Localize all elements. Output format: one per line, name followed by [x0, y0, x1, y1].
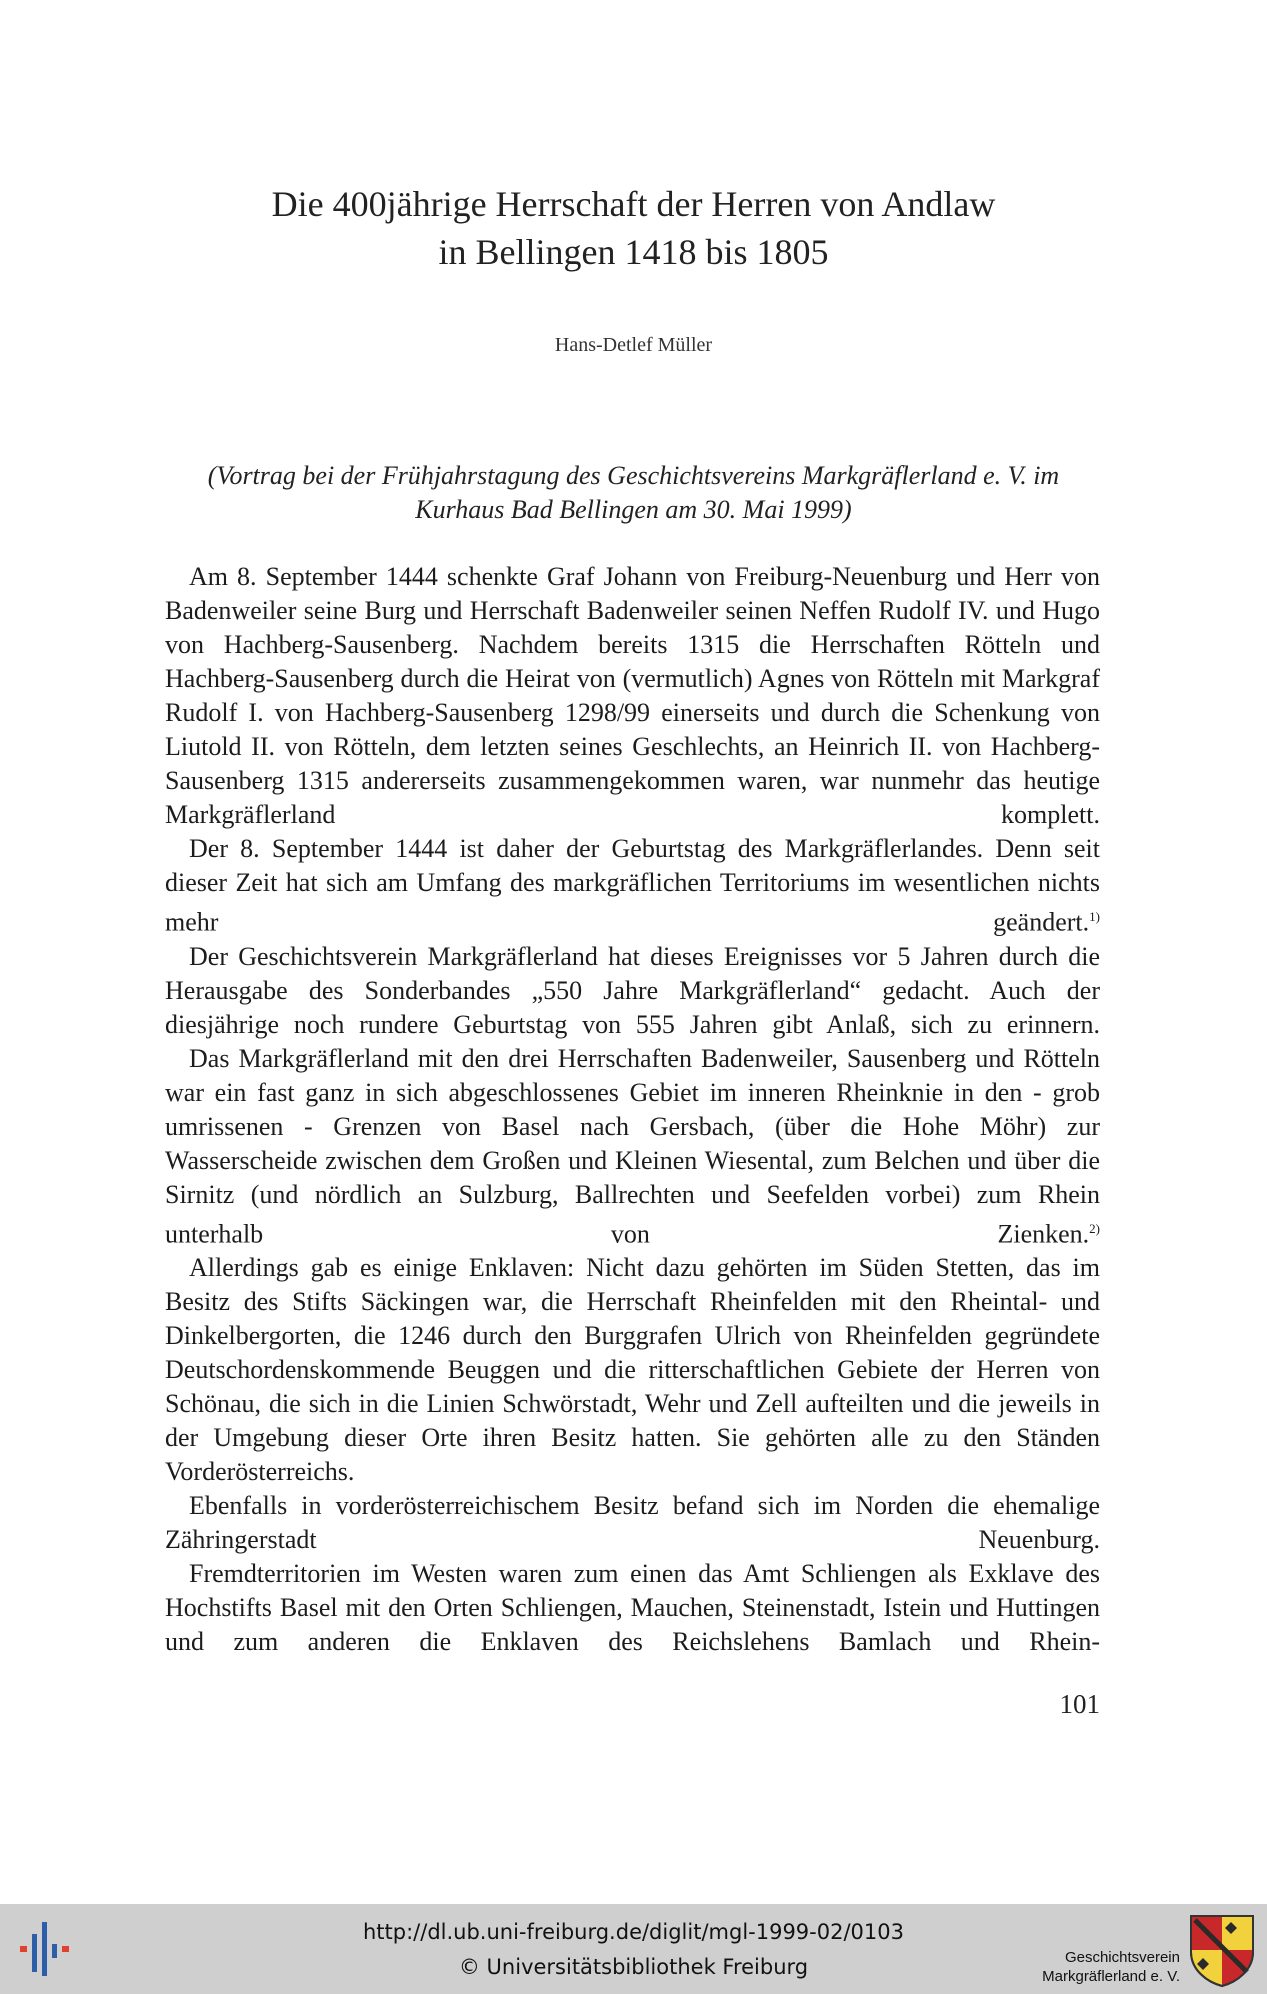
lecture-note: (Vortrag bei der Frühjahrstagung des Geschichtsvereins Markgräflerland e. V. im Kurhaus Bad Bellingen am 30. Mai 1999) — [207, 461, 1060, 524]
paragraph-text: Am 8. September 1444 schenkte Graf Johann von Freiburg-Neuenburg und Herr von Badenweiler seine Burg und Herrschaft Badenweiler seinen Neffen Rudolf IV. und Hugo von Hachberg-Sausenberg. Nachdem bereits 1315 die Herrschaften Rötteln und Hachberg-Sausenberg durch die Heirat von (vermutlich) Agnes von Rötteln mit Markgraf Rudolf I. von Hachberg-Sausenberg 1298/99 einerseits und durch die Schenkung von Liutold II. von Rötteln, dem letzten seines Geschlechts, an Heinrich II. von Hachberg-Sausenberg 1315 andererseits zusammengekommen waren, war nunmehr das heutige Markgräflerland komplett. — [165, 562, 1100, 829]
paragraph-text: Ebenfalls in vorderösterreichischem Besitz befand sich im Norden die ehemalige Zähringerstadt Neuenburg. — [165, 1491, 1100, 1555]
paragraph — [165, 1042, 1100, 1252]
page-number: 101 — [1059, 1689, 1100, 1719]
society-name-line-2: Markgräflerland e. V. — [1042, 1968, 1180, 1985]
society-name — [1010, 1948, 1180, 1986]
paragraph — [165, 560, 1100, 832]
article-title — [140, 180, 1127, 276]
author-name: Hans-Detlef Müller — [554, 334, 713, 356]
paragraph-text: Das Markgräflerland mit den drei Herrschaften Badenweiler, Sausenberg und Rötteln war ein fast ganz in sich abgeschlossenes Gebiet im inneren Rheinknie in den - grob umrissenen - Grenzen von Basel nach Gersbach, (über die Hohe Möhr) zur Wasserscheide zwischen dem Großen und Kleinen Wiesental, zum Belchen und über die Sirnitz (und nördlich an Sulzburg, Ballrechten und Seefelden vorbei) zum Rhein unterhalb von Zienken. — [165, 1043, 1100, 1249]
paragraph-text: Allerdings gab es einige Enklaven: Nicht dazu gehörten im Süden Stetten, das im Besitz des Stifts Säckingen war, die Herrschaft Rheinfelden mit den Rheintal- und Dinkelbergorten, die 1246 durch den Burggrafen Ulrich von Rheinfelden gegründete Deutschordenskommende Beuggen und die ritterschaftlichen Gebiete der Herren von Schönau, die sich in die Linien Schwörstadt, Wehr und Zell aufteilten und die jeweils in der Umgebung dieser Orte ihren Besitz hatten. Sie gehörten alle zu den Ständen Vorderösterreichs. — [165, 1253, 1100, 1487]
paragraph-text: Der 8. September 1444 ist daher der Geburtstag des Markgräflerlandes. Denn seit dieser Zeit hat sich am Umfang des markgräflichen Territoriums im wesentlichen nichts mehr geändert. — [165, 834, 1100, 937]
title-line-2: in Bellingen 1418 bis 1805 — [438, 232, 829, 272]
permalink-url[interactable]: http://dl.ub.uni-freiburg.de/diglit/mgl-1999-02/0103 — [362, 1920, 904, 1944]
society-name-line-1: Geschichtsverein — [1064, 1949, 1180, 1966]
paragraph-text: Fremdterritorien im Westen waren zum einen das Amt Schliengen als Exklave des Hochstifts Basel mit den Orten Schliengen, Mauchen, Steinenstadt, Istein und Huttingen und zum anderen die Enklaven des Reichslehens Bamlach und Rhein- — [165, 1559, 1100, 1657]
copyright-notice: © Universitätsbibliothek Freiburg — [458, 1955, 809, 1979]
paragraph — [165, 1489, 1100, 1557]
paragraph — [165, 1251, 1100, 1489]
article-body — [165, 560, 1100, 1659]
paragraph — [165, 940, 1100, 1042]
library-footer — [0, 1904, 1267, 1994]
footnote-marker: 2) — [1089, 1220, 1100, 1236]
footnote-marker: 1) — [1089, 909, 1100, 924]
coat-of-arms-icon — [1187, 1912, 1257, 1988]
title-line-1: Die 400jährige Herrschaft der Herren von Andlaw — [271, 184, 996, 224]
paragraph — [165, 1557, 1100, 1659]
paragraph — [165, 832, 1100, 940]
paragraph-text: Der Geschichtsverein Markgräflerland hat dieses Ereignisses vor 5 Jahren durch die Herausgabe des Sonderbandes „550 Jahre Markgräflerland“ gedacht. Auch der diesjährige noch rundere Geburtstag von 555 Jahren gibt Anlaß, sich zu erinnern. — [165, 941, 1100, 1039]
